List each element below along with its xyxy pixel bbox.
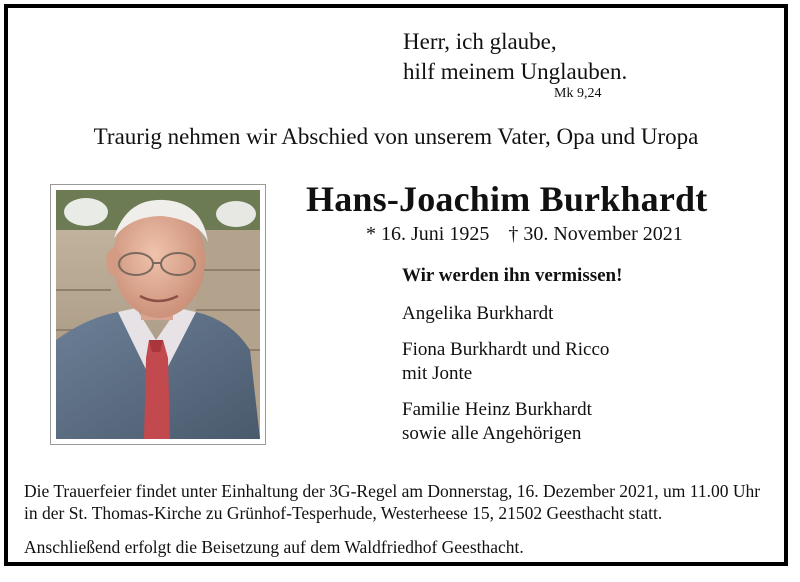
mourner-line: sowie alle Angehörigen — [402, 423, 582, 444]
verse-line-1: Herr, ich glaube, — [403, 29, 557, 54]
funeral-line-2: in der St. Thomas-Kirche zu Grünhof-Tesperhude, Westerheese 15, 21502 Geesthacht statt. — [24, 503, 663, 523]
mourner-line: Familie Heinz Burkhardt — [402, 399, 592, 420]
deceased-name: Hans-Joachim Burkhardt — [306, 179, 708, 219]
intro-text: Traurig nehmen wir Abschied von unserem Vater, Opa und Uropa — [93, 124, 699, 149]
birth-date: * 16. Juni 1925 — [366, 223, 490, 245]
mourner-line: mit Jonte — [402, 363, 473, 384]
mourner-line: Fiona Burkhardt und Ricco — [402, 339, 610, 360]
burial-note: Anschließend erfolgt die Beisetzung auf dem Waldfriedhof Geesthacht. — [24, 537, 524, 557]
funeral-details — [24, 480, 760, 570]
portrait-photo — [56, 190, 260, 439]
verse-line-2: hilf meinem Unglauben. — [403, 59, 628, 84]
obituary-card — [4, 4, 788, 566]
portrait-frame — [50, 184, 266, 445]
funeral-service — [24, 480, 760, 524]
life-dates — [366, 223, 697, 246]
mourners-list — [402, 264, 622, 458]
death-date: † 30. November 2021 — [508, 223, 683, 245]
funeral-line-1: Die Trauerfeier findet unter Einhaltung der 3G-Regel am Donnerstag, 16. Dezember 2021, um 11.00 Uhr — [24, 481, 761, 501]
verse-reference: Mk 9,24 — [554, 86, 602, 101]
mourner-entry — [402, 338, 622, 386]
mourner-entry — [402, 302, 622, 326]
bible-verse — [403, 27, 627, 87]
mourner-line: Angelika Burkhardt — [402, 303, 554, 324]
mourners-heading: Wir werden ihn vermissen! — [402, 265, 623, 286]
mourner-entry — [402, 398, 622, 446]
